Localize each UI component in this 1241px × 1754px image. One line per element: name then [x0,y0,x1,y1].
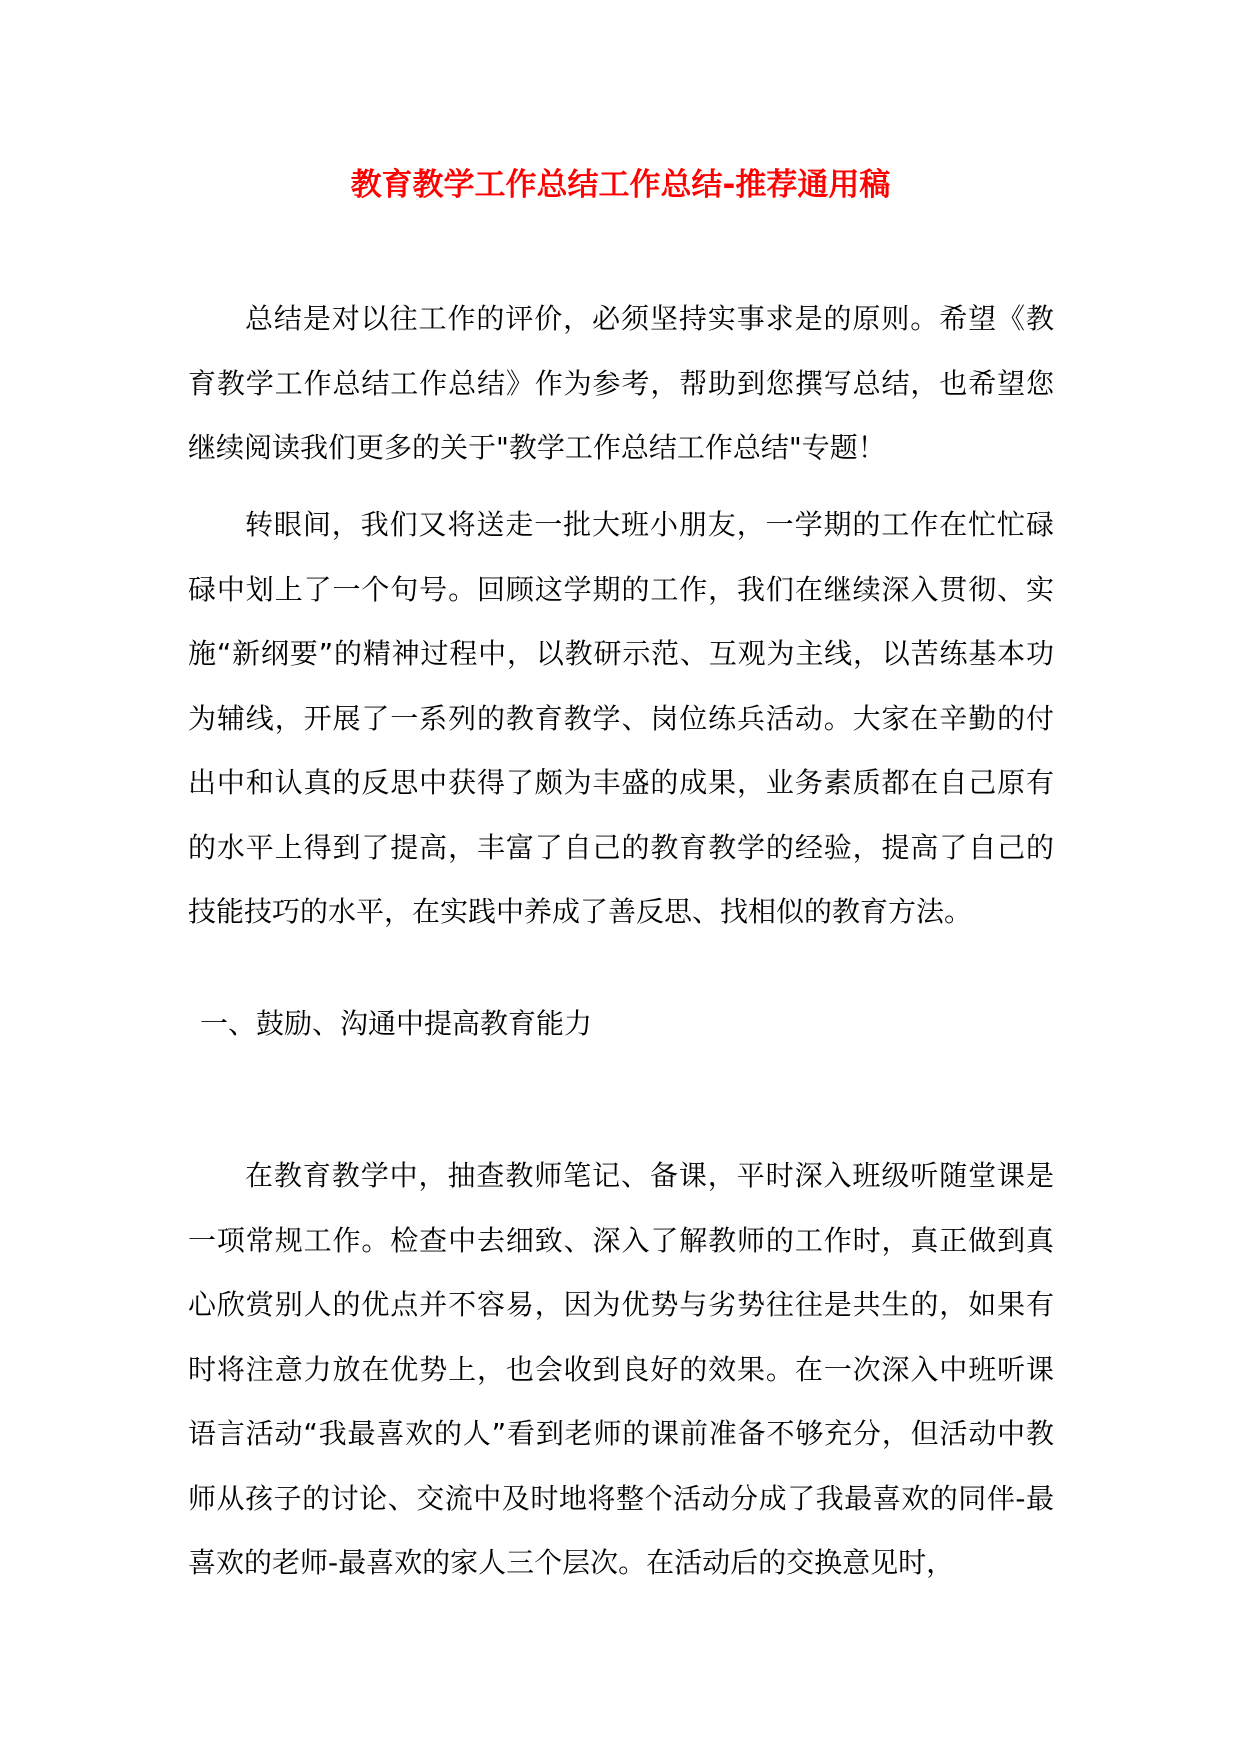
intro-paragraph: 总结是对以往工作的评价，必须坚持实事求是的原则。希望《教育教学工作总结工作总结》作为参考，帮助到您撰写总结，也希望您继续阅读我们更多的关于"教学工作总结工作总结"专题！ [188,302,1054,464]
section-heading: 一、鼓励、沟通中提高教育能力 [200,1007,593,1040]
document-title: 教育教学工作总结工作总结-推荐通用稿 [350,167,891,203]
section-paragraph: 在教育教学中，抽查教师笔记、备课，平时深入班级听随堂课是一项常规工作。检查中去细致、深入了解教师的工作时，真正做到真心欣赏别人的优点并不容易，因为优势与劣势往往是共生的，如果有时将注意力放在优势上，也会收到良好的效果。在一次深入中班听课语言活动“我最喜欢的人”看到老师的课前准备不够充分，但活动中教师从孩子的讨论、交流中及时地将整个活动分成了我最喜欢的同伴-最喜欢的老师-最喜欢的家人三个层次。在活动后的交换意见时， [188,1159,1054,1579]
body-paragraph: 转眼间，我们又将送走一批大班小朋友，一学期的工作在忙忙碌碌中划上了一个句号。回顾这学期的工作，我们在继续深入贯彻、实施“新纲要”的精神过程中，以教研示范、互观为主线，以苦练基本功为辅线，开展了一系列的教育教学、岗位练兵活动。大家在辛勤的付出中和认真的反思中获得了颇为丰盛的成果，业务素质都在自己原有的水平上得到了提高，丰富了自己的教育教学的经验，提高了自己的技能技巧的水平，在实践中养成了善反思、找相似的教育方法。 [188,508,1054,928]
